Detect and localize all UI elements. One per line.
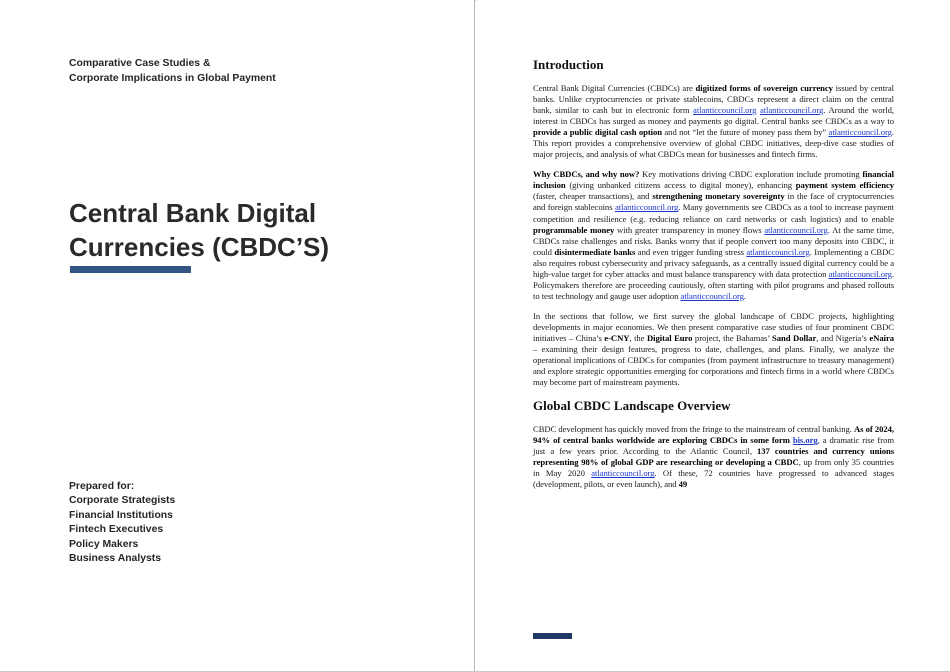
bold-text: Digital Euro bbox=[646, 332, 693, 343]
citation-link[interactable]: bis.org bbox=[792, 435, 818, 446]
text-run: In the sections that follow, we first survey the global landscape of CBDC projects, highlighting developments in major economies. We then present comparative case studies of four prominent CBDC initiatives – China’s bbox=[533, 310, 894, 343]
audience-item: Financial Institutions bbox=[69, 509, 173, 521]
text-run: , and Nigeria’s bbox=[816, 332, 870, 343]
text-run: project, the Bahamas’ bbox=[692, 332, 773, 343]
citation-link[interactable]: atlanticcouncil.org bbox=[591, 468, 655, 479]
bold-text: digitized forms of sovereign currency bbox=[695, 83, 833, 93]
text-run: . Around the world, interest in CBDCs has surged as money and payments go digital. Central banks see CBDCs as a way to bbox=[533, 105, 894, 127]
text-run: . Policymakers therefore are proceeding cautiously, often starting with pilot programs and phased rollouts to test technology and gauge user adoption bbox=[533, 268, 894, 301]
text-run: (faster, cheaper transactions), and bbox=[533, 191, 653, 202]
text-run: with greater transparency in money flows bbox=[614, 224, 765, 235]
cover-subtitle-line-2: Corporate Implications in Global Payment bbox=[69, 73, 276, 84]
audience-item: Corporate Strategists bbox=[69, 495, 176, 507]
citation-link[interactable]: atlanticcouncil.org bbox=[828, 268, 892, 279]
bold-text: payment system efficiency bbox=[795, 180, 894, 191]
text-run: , up from only 35 countries in May 2020 bbox=[533, 457, 894, 479]
bold-text: As of 2024, 94% of central banks worldwide are exploring CBDCs in some form bbox=[533, 424, 894, 446]
intro-paragraph-2 bbox=[533, 169, 894, 302]
cover-subtitle-line-1: Comparative Case Studies & bbox=[69, 58, 211, 69]
text-run: and not “let the future of money pass them by” bbox=[662, 127, 829, 138]
citation-link[interactable]: atlanticcouncil.org bbox=[828, 127, 892, 138]
citation-link[interactable]: atlanticcouncil.org bbox=[764, 224, 828, 235]
text-run: Central Bank Digital Currencies (CBDCs) are bbox=[533, 83, 696, 93]
bold-text: Why CBDCs, and why now? bbox=[533, 169, 640, 180]
cover-subtitle bbox=[69, 56, 389, 86]
text-run: . bbox=[743, 290, 746, 301]
content-body bbox=[533, 56, 894, 500]
landscape-heading: Global CBDC Landscape Overview bbox=[533, 398, 731, 414]
bold-text: 137 countries and currency unions representing 98% of global GDP are researching or developing a CBDC bbox=[533, 446, 895, 468]
text-run: , the bbox=[629, 332, 647, 343]
cover-title-line-1: Central Bank Digital bbox=[69, 198, 317, 228]
content-page bbox=[476, 0, 950, 672]
text-run: CBDC development has quickly moved from the fringe to the mainstream of central banking. bbox=[533, 424, 854, 435]
text-run: Key motivations driving CBDC exploration include promoting bbox=[639, 169, 863, 180]
bold-text: eNaira bbox=[869, 332, 894, 343]
text-run: issued by central banks. Unlike cryptocurrencies or private stablecoins, CBDCs represent a direct claim on the central bank, similar to cash but in electronic form bbox=[533, 83, 894, 116]
citation-link[interactable]: atlanticcouncil.org bbox=[746, 246, 810, 257]
text-run: , a dramatic rise from just a few years prior. According to the Atlantic Council, bbox=[533, 435, 894, 457]
audience-item: Fintech Executives bbox=[69, 524, 164, 536]
audience-item: Policy Makers bbox=[69, 538, 139, 550]
bold-text: disintermediate banks bbox=[554, 246, 636, 257]
bold-text: financial inclusion bbox=[533, 169, 894, 191]
bold-text: provide a public digital cash option bbox=[533, 127, 663, 138]
text-run: . At the same time, CBDCs raise challenges and risks. Banks worry that if people convert too many deposits into CBDC, it could bbox=[533, 224, 894, 257]
prepared-for-label: Prepared for: bbox=[69, 481, 135, 492]
text-run: and even trigger funding stress bbox=[635, 246, 747, 257]
prepared-for-block bbox=[69, 480, 319, 566]
intro-paragraph-1 bbox=[533, 83, 894, 160]
bold-text: programmable money bbox=[533, 224, 615, 235]
citation-link[interactable]: atlanticcouncil.org bbox=[759, 105, 824, 116]
page-footer-bar bbox=[533, 633, 572, 639]
intro-paragraph-3 bbox=[533, 311, 894, 388]
cover-title bbox=[69, 196, 399, 264]
cover-accent-bar bbox=[70, 266, 191, 273]
audience-item: Business Analysts bbox=[69, 553, 162, 565]
bold-text: Sand Dollar bbox=[772, 332, 817, 343]
text-run: . Implementing a CBDC also requires robust cybersecurity and privacy safeguards, as a centrally issued digital currency could be a high-value target for cyber attacks and must balance transparency with data protection bbox=[533, 246, 895, 279]
text-run: (giving unbanked citizens access to digital money), enhancing bbox=[565, 180, 796, 191]
text-run: in the face of cryptocurrencies and foreign stablecoins bbox=[533, 191, 894, 213]
text-run: – examining their design features, progress to date, challenges, and plans. Finally, we analyze the operational implications of CBDCs for companies (from payment infrastructure to treasury management) and explore strategic opportunities emerging for corporations and fintech firms in a world where CBDCs may become part of mainstream payments. bbox=[533, 344, 894, 388]
citation-link[interactable]: atlanticcouncil.org bbox=[693, 105, 757, 116]
bold-text: e-CNY bbox=[604, 332, 630, 343]
introduction-heading: Introduction bbox=[533, 57, 604, 72]
citation-link[interactable]: atlanticcouncil.org bbox=[614, 202, 679, 213]
citation-link[interactable]: atlanticcouncil.org bbox=[680, 290, 744, 301]
text-run: . Of these, 72 countries have progressed to advanced stages (development, pilots, or even launch), and bbox=[533, 468, 895, 490]
bold-text: strengthening monetary sovereignty bbox=[652, 191, 785, 202]
bold-text: 49 bbox=[678, 479, 688, 490]
cover-title-line-2: Currencies (CBDC’S) bbox=[69, 232, 330, 262]
text-run: . This report provides a comprehensive overview of global CBDC initiatives, deep-dive case studies of major projects, and analysis of what CBDCs mean for businesses and fintech firms. bbox=[533, 127, 894, 160]
text-run: . Many governments see CBDCs as a tool to increase payment competition and resilience (e.g. reducing reliance on card networks or cash logistics) and to enable bbox=[533, 202, 894, 224]
landscape-paragraph-1 bbox=[533, 424, 894, 490]
